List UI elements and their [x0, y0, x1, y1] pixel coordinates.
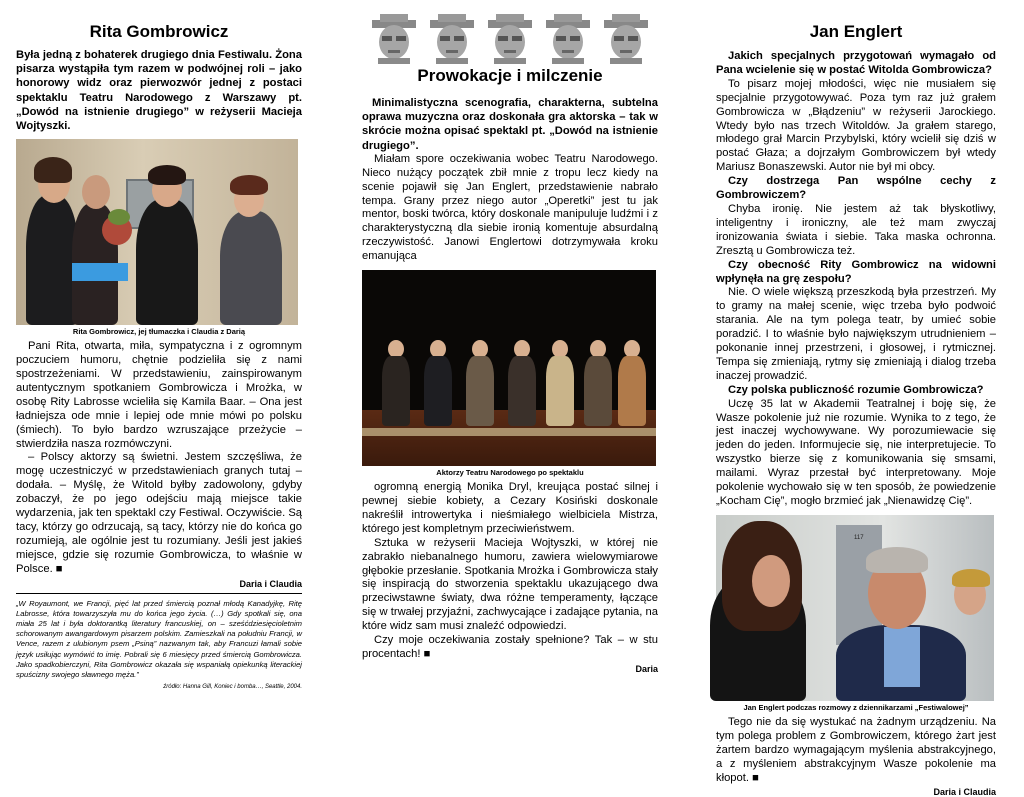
door-number: 117 [854, 534, 864, 541]
gombrowicz-mask-icon [600, 14, 652, 64]
column-rita [16, 0, 302, 725]
rita-photo [16, 139, 298, 325]
paragraph: ogromną energią Monika Dryl, kreująca postać silnej i pewnej siebie kobiety, a Cezary Kosiński doskonale nakreślił introwertyka i nieśmiałego wielbiciela Mistrza, którego jest kompletnym przeciwieństwem. [362, 481, 658, 535]
gombrowicz-mask-row [362, 14, 658, 64]
review-signature: Daria [635, 663, 658, 674]
rita-lead: Była jedną z bohaterek drugiego dnia Festiwalu. Żona pisarza wystąpiła tym razem w podwójnej roli – jako honorowy widz oraz pierwozwór jednej z postaci spektaklu Teatru Narodowego z Warszawy pt. „Dowód na istnienie drugiego” w reżyserii Macieja Wojtyszki. [16, 49, 302, 133]
interview-question: Jakich specjalnych przygotowań wymagało od Pana wcielenie się w postać Witolda Gombrowicza? [716, 50, 996, 76]
rita-bio-text: „W Royaumont, we Francji, pięć lat przed śmiercią poznał młodą Kanadyjkę, Ritę Labrosse, która towarzyszyła mu do końca jego życia. (…) Gdy spotkali się, ona miała 25 lat i była doktorantką literatury francuskiej, on – sześćdziesięcioletnim schorowanym awangardowym pisarzem polskim. Zamieszkali na południu Francji, w Vence, razem z ulubionym psem „Psiną” nazwanym tak, aby Francuzi łamali sobie język usiłując wymówić to imię. Pobrali się 6 miesięcy przed śmiercią Gombrowicza. Jako spadkobierczyni, Rita Gombrowicz okazała się wspaniałą opiekunką literackiej spuścizny swojego sławnego męża.” [16, 598, 302, 680]
rita-title: Rita Gombrowicz [89, 22, 229, 41]
interview-answer: To pisarz mojej młodości, więc nie musiałem się specjalnie przygotowywać. Poza tym raz już grałem Gombrowicza w „Błądzeniu” w reżyserii Jarockiego. Wtedy było nas trzech Witoldów. Ja grałem starego, młodego grał Marcin Przybylski, który wcielił się dziś w postać Głaza; a dojrzałym Gombrowiczem był wtedy Mariusz Bonaszewski. Autor nie był mi obcy. [716, 77, 996, 174]
englert-photo [716, 515, 994, 701]
review-lead: Minimalistyczna scenografia, charakterna, subtelna oprawa muzyczna oraz doskonała gra aktorska – tak w skrócie można opisać spektakl pt. „Dowód na istnienie drugiego”. [362, 97, 658, 152]
interview-signature: Daria i Claudia [933, 787, 996, 797]
gombrowicz-mask-icon [368, 14, 420, 64]
interview-question: Czy obecność Rity Gombrowicz na widowni wpłynęła na grę zespołu? [716, 258, 996, 285]
interview-question: Czy polska publiczność rozumie Gombrowicza? [728, 383, 984, 396]
gombrowicz-mask-icon [426, 14, 478, 64]
paragraph: – Polscy aktorzy są świetni. Jestem szczęśliwa, że mogę uczestniczyć w przedstawieniach granych tutaj – dodała. – Myślę, że Witold byłby zadowolony, gdyby zobaczył, że po jego odejściu mają miejsce takie wydarzenia, jak ten spektakl czy Festiwal. Oczywiście. Są tacy, którzy go odrzucają, są tacy, którzy nie do końca go rozumieją, ale ogólnie jest tu rozumiany. Jeśli jest jakieś miejsce, gdzie się rozumie Gombrowicza, to właśnie w Polsce. ■ [16, 451, 303, 575]
interview-closing: Tego nie da się wystukać na żadnym urządzeniu. Na tym polega problem z Gombrowiczem, którego żart jest żartem bardzo wymagającym myślenia abstrakcyjnego, a z myśleniem abstrakcyjnym Wasze pokolenie ma kłopot. ■ [716, 715, 996, 784]
interview-question: Czy dostrzega Pan wspólne cechy z Gombrowiczem? [716, 175, 996, 202]
column-review [362, 0, 658, 725]
paragraph: Sztuka w reżyserii Macieja Wojtyszki, w której nie zabrakło niebanalnego humoru, zawiera wielowymiarowe głębokie przesłanie. Spotkania Mrożka i Gombrowicza stały się inspiracją do stworzenia spektaklu ukazującego dwa przeciwstawne światy, dwa różne temperamenty, łączące się w trwałej przyjaźni, zachwycające i zadające pytania, na które widz sam musi znaleźć odpowiedzi. [362, 536, 658, 633]
review-body-a [362, 153, 658, 264]
rita-bio-box [16, 593, 302, 691]
interview-answer: Nie. O wiele większą przeszkodą była przestrzeń. My to gramy na małej scenie, więc trzeba było podwoić starania. Ale na tym polega teatr, by umieć sobie poradzić. I to właśnie było największym utrudnieniem – pokonanie innej przestrzeni, i głosowej, i rytmicznej. Tempa się zmieniają, rytmy się zmieniają i dialog trzeba inaczej prowadzić. [716, 286, 996, 382]
actors-photo [362, 270, 656, 466]
rita-bio-source: źródło: Hanna Gill, Koniec i bomba…, Seattle, 2004. [163, 684, 302, 691]
interview-title: Jan Englert [809, 22, 903, 41]
englert-photo-caption: Jan Englert podczas rozmowy z dziennikarzami „Festiwalowej” [743, 702, 969, 712]
interview-answer: Uczę 35 lat w Akademii Teatralnej i boję się, że Wasze pokolenie już nie rozumie. Wynika to z tego, że jest inaczej wychowywane. Wy porozumiewacie się jeden do jeden. Informujecie się, nie interpretujecie. To wszystko bierze się z komunikowania się smsami, mailami. Wyraz przestał być interpretowany. Moje pokolenie wychowało się w ten sposób, że powiedzenie „Kocham Cię”, mogło brzmieć jak „Nienawidzę Cię”. [716, 397, 996, 507]
interview-answer: Chyba ironię. Nie jestem aż tak błyskotliwy, inteligentny i ironiczny, ale też mam zwyczaj ironizowania świata i siebie. Taka maska ochronna. Zresztą u Gombrowicza też. [716, 202, 996, 257]
rita-body [16, 340, 302, 576]
gombrowicz-mask-icon [484, 14, 536, 64]
review-title: Prowokacje i milczenie [417, 66, 603, 85]
gombrowicz-mask-icon [542, 14, 594, 64]
column-interview [716, 0, 996, 797]
paragraph: Czy moje oczekiwania zostały spełnione? Tak – w stu procentach! ■ [362, 634, 658, 660]
paragraph: Miałam spore oczekiwania wobec Teatru Narodowego. Nieco nużący początek zbił mnie z tropu lecz kiedy na scenie pojawił się Jan Englert, przedstawienie nabrało tempa. Grany przez niego autor „Operetki” jest tu jak mentor, boski twórca, który doskonale manipuluje ludźmi i z charakterystyczną dla siebie ironią komentuje absurdalną rzeczywistość. Janowi Englertowi dotrzymywała kroku emanująca [362, 152, 658, 263]
interview-qa [716, 50, 996, 509]
actors-photo-caption: Aktorzy Teatru Narodowego po spektaklu [436, 468, 584, 478]
review-body-b [362, 481, 658, 662]
rita-photo-caption: Rita Gombrowicz, jej tłumaczka i Claudia z Darią [72, 327, 246, 337]
rita-signature: Daria i Claudia [239, 578, 302, 589]
paragraph: Pani Rita, otwarta, miła, sympatyczna i z ogromnym poczuciem humoru, chętnie podzieliła się z nami spostrzeżeniami. W przedstawieniu, zainspirowanym autentycznym spotkaniem Gombrowicza i Mrożka, w osobę Rity Labrosse wcieliła się Kamila Baar. – Ona jest ładniejsza ode mnie i lepiej ode mnie mówi po polsku (śmiech). To było bardzo wzruszające przeżycie – stwierdziła nasza rozmówczyni. [16, 340, 302, 450]
